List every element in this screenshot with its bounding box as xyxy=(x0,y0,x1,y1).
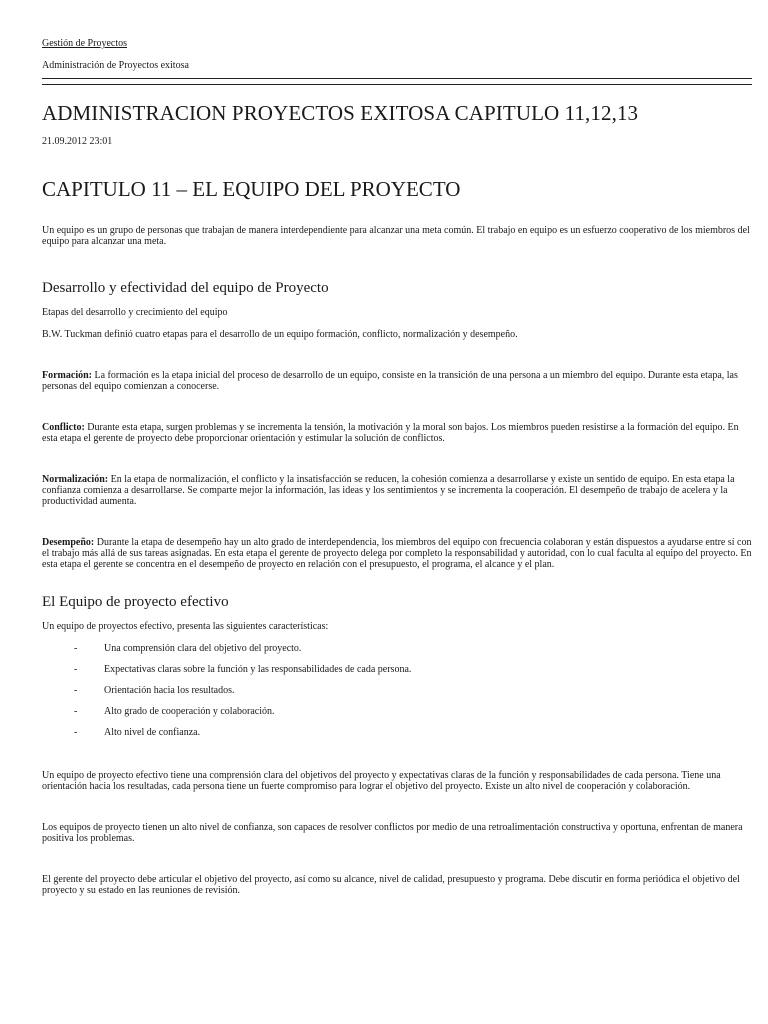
normalizacion-paragraph xyxy=(42,474,752,507)
list-item-text: Una comprensión clara del objetivo del proyecto. xyxy=(104,643,302,654)
list-item-text: Expectativas claras sobre la función y las responsabilidades de cada persona. xyxy=(104,664,412,675)
list-dash: - xyxy=(74,685,78,696)
effective-team-paragraph-1: Un equipo de proyecto efectivo tiene una comprensión clara del objetivos del proyecto y expectativas claras de la función y responsabilidades de cada persona. Tiene una orientación hacia los resultadas, cada persona tiene un fuerte compromiso para lograr el objetivo del proyecto. Existe un alto nivel de cooperación y colaboración. xyxy=(42,770,721,792)
formacion-text: La formación es la etapa inicial del proceso de desarrollo de un equipo, consiste en la transición de una persona a un miembro del equipo. Durante esta etapa, las personas del equipo comienzan a conocerse. xyxy=(42,370,738,392)
desempeno-label: Desempeño: xyxy=(42,537,95,548)
section2-lead: Un equipo de proyectos efectivo, presenta las siguientes características: xyxy=(42,621,329,632)
breadcrumb-link[interactable]: Gestión de Proyectos xyxy=(42,38,127,49)
effective-team-paragraph-3: El gerente del proyecto debe articular el objetivo del proyecto, así como su alcance, nivel de calidad, presupuesto y programa. Debe discutir en forma periódica el objetivo del proyecto y su estado en las reuniones de revisión. xyxy=(42,874,740,896)
page-title: ADMINISTRACION PROYECTOS EXITOSA CAPITULO 11,12,13 xyxy=(42,101,639,125)
divider-bottom xyxy=(42,84,752,85)
normalizacion-text: En la etapa de normalización, el conflicto y la insatisfacción se reducen, la cohesión comienza a desarrollarse y existe un sentido de equipo. En esta etapa la confianza comienza a desarrollarse. Se comparte mejor la información, las ideas y los sentimientos y se incrementa la cooperación. El desempeño de trabajo de acelera y la productividad aumenta. xyxy=(42,474,735,507)
list-item-text: Alto grado de cooperación y colaboración. xyxy=(104,706,275,717)
tuckman-paragraph: B.W. Tuckman definió cuatro etapas para el desarrollo de un equipo formación, conflicto, normalización y desempeño. xyxy=(42,329,518,340)
list-dash: - xyxy=(74,706,78,717)
list-item xyxy=(42,643,752,654)
list-dash: - xyxy=(74,643,78,654)
list-item xyxy=(42,706,752,717)
breadcrumb xyxy=(42,38,752,50)
conflicto-paragraph xyxy=(42,422,752,444)
divider-top xyxy=(42,78,752,79)
list-item xyxy=(42,664,752,675)
desempeno-paragraph xyxy=(42,537,752,570)
list-item-text: Orientación hacia los resultados. xyxy=(104,685,235,696)
conflicto-text: Durante esta etapa, surgen problemas y se incrementa la tensión, la motivación y la moral son bajos. Los miembros pueden resistirse a la formación del equipo. En esta etapa el gerente de proyecto debe proporcionar orientación y estimular la solución de conflictos. xyxy=(42,422,739,444)
list-dash: - xyxy=(74,727,78,738)
formacion-paragraph xyxy=(42,370,752,392)
normalizacion-label: Normalización: xyxy=(42,474,109,485)
breadcrumb-sub: Administración de Proyectos exitosa xyxy=(42,60,189,71)
post-date: 21.09.2012 23:01 xyxy=(42,136,113,147)
intro-paragraph: Un equipo es un grupo de personas que trabajan de manera interdependiente para alcanzar una meta común. El trabajo en equipo es un esfuerzo cooperativo de los miembros del equipo para alcanzar una meta. xyxy=(42,225,750,247)
conflicto-label: Conflicto: xyxy=(42,422,85,433)
list-item xyxy=(42,685,752,696)
characteristics-list xyxy=(42,643,752,738)
effective-team-paragraph-2: Los equipos de proyecto tienen un alto nivel de confianza, son capaces de resolver conflictos por medio de una retroalimentación constructiva y oportuna, enfrentan de manera positiva los problemas. xyxy=(42,822,743,844)
stages-label: Etapas del desarrollo y crecimiento del equipo xyxy=(42,307,228,318)
formacion-label: Formación: xyxy=(42,370,92,381)
chapter-title: CAPITULO 11 – EL EQUIPO DEL PROYECTO xyxy=(42,177,461,201)
list-dash: - xyxy=(74,664,78,675)
section2-heading: El Equipo de proyecto efectivo xyxy=(42,594,229,610)
list-item-text: Alto nivel de confianza. xyxy=(104,727,201,738)
desempeno-text: Durante la etapa de desempeño hay un alto grado de interdependencia, los miembros del equipo con frecuencia colaboran y están dispuestos a ayudarse entre sí con el trabajo más allá de sus tareas asignadas. En esta etapa el gerente de proyecto delega por completo la responsabilidad y autoridad, con lo cual faculta al equipo del proyecto. En esta etapa el gerente se concentra en el desempeño de proyecto en relación con el presupuesto, el programa, el alcance y el plan. xyxy=(42,537,752,570)
list-item xyxy=(42,727,752,738)
section1-heading: Desarrollo y efectividad del equipo de Proyecto xyxy=(42,280,329,296)
